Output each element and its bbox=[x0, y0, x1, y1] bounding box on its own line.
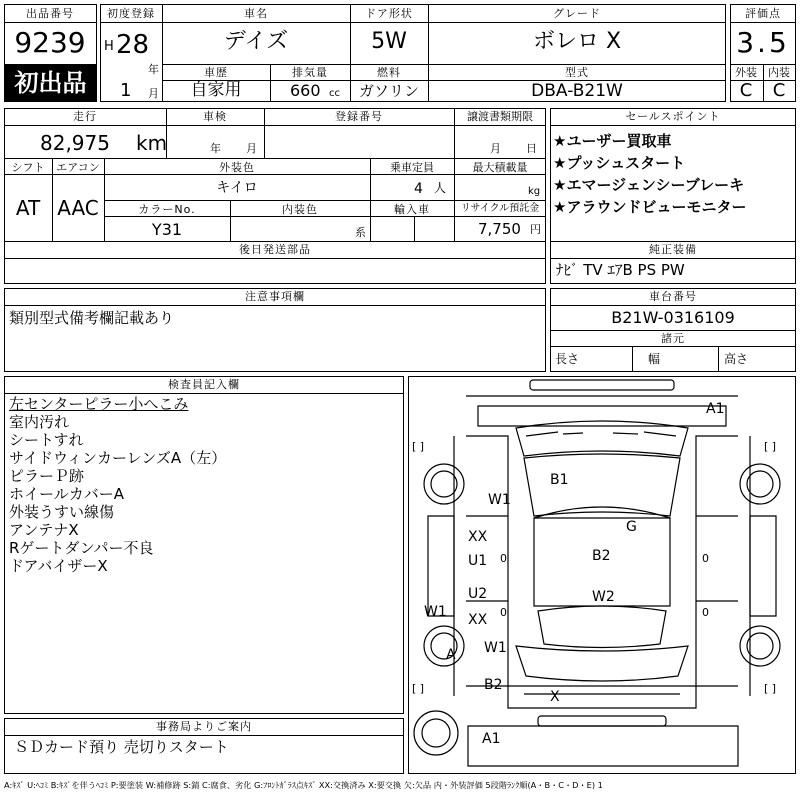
office-label: 事務局よりご案内 bbox=[156, 720, 252, 733]
caution-label: 注意事項欄 bbox=[245, 290, 305, 303]
capacity: 4 bbox=[414, 181, 423, 197]
exterior-color: キイロ bbox=[216, 180, 258, 196]
damage-mark: X bbox=[550, 689, 560, 705]
displacement-unit: cc bbox=[329, 88, 340, 99]
height-label: 高さ bbox=[724, 352, 749, 366]
capacity-unit: 人 bbox=[434, 181, 447, 195]
interior-color-unit: 系 bbox=[355, 226, 366, 239]
shift: AT bbox=[15, 196, 41, 220]
exterior-color-label: 外装色 bbox=[219, 161, 255, 174]
lot-label: 出品番号 bbox=[26, 7, 74, 20]
aircon-label: エアコン bbox=[56, 161, 100, 174]
inspector-note: Rゲートダンパー不良 bbox=[9, 539, 154, 557]
score: 3.5 bbox=[736, 26, 790, 59]
damage-mark: 0 bbox=[500, 552, 507, 565]
sales-points-label: セールスポイント bbox=[625, 110, 721, 123]
damage-mark: 0 bbox=[702, 606, 709, 619]
interior-color-label: 内装色 bbox=[282, 203, 318, 216]
damage-mark: G bbox=[626, 519, 637, 535]
history-label: 車歴 bbox=[204, 66, 228, 79]
fuel-label: 燃料 bbox=[377, 66, 401, 79]
reg-year: 28 bbox=[116, 30, 150, 60]
car-name: デイズ bbox=[223, 29, 289, 54]
fuel: ガソリン bbox=[358, 82, 420, 100]
interior-score-label: 内装 bbox=[768, 66, 790, 79]
recycle-unit: 円 bbox=[530, 223, 541, 236]
exterior-score-label: 外装 bbox=[735, 66, 757, 79]
later-parts-label: 後日発送部品 bbox=[239, 243, 311, 256]
score-label: 評価点 bbox=[745, 7, 781, 20]
equipment-label: 純正装備 bbox=[649, 243, 697, 256]
damage-mark: [ ] bbox=[412, 682, 425, 695]
damage-mark: [ ] bbox=[764, 440, 777, 453]
office-note: ＳＤカード預り 売切りスタート bbox=[14, 738, 229, 756]
sales-point-item: ★エマージェンシーブレーキ bbox=[553, 176, 745, 194]
dimensions-label: 諸元 bbox=[661, 332, 685, 345]
recycle-label: リサイクル預託金 bbox=[460, 203, 540, 214]
damage-mark: 0 bbox=[702, 552, 709, 565]
grade: ボレロ X bbox=[532, 29, 622, 54]
legend: A:ｷｽﾞ U:ﾍｺﾐ B:ｷｽﾞを伴うﾍｺﾐ P:要塗装 W:補修跡 S:錆 C:腐食、劣化 G:ﾌﾛﾝﾄｶﾞﾗｽ点ｷｽﾞ XX:交換済み X:要交換 欠:欠品 内・外装評価 5段階ﾗﾝｸ順(A・B・C・D・E) 1 bbox=[4, 780, 603, 790]
model-code-label: 型式 bbox=[565, 66, 589, 79]
reg-no-label: 登録番号 bbox=[335, 110, 383, 123]
damage-mark: W1 bbox=[484, 640, 507, 656]
inspector-note: ドアバイザーX bbox=[9, 557, 108, 575]
reg-month: 1 bbox=[120, 80, 132, 101]
max-load-unit: kg bbox=[528, 186, 541, 197]
transfer-day-unit: 日 bbox=[526, 142, 537, 155]
damage-mark: B2 bbox=[484, 677, 503, 693]
chassis-label: 車台番号 bbox=[649, 290, 697, 303]
recycle: 7,750 bbox=[478, 220, 521, 238]
damage-mark: [ ] bbox=[412, 440, 425, 453]
inspector-label: 検査員記入欄 bbox=[168, 378, 240, 391]
era: H bbox=[104, 39, 114, 54]
transfer-deadline-label: 譲渡書類期限 bbox=[467, 110, 533, 123]
color-no: Y31 bbox=[151, 220, 183, 239]
damage-mark: A1 bbox=[482, 731, 501, 747]
model-code: DBA-B21W bbox=[531, 81, 623, 101]
damage-mark: B2 bbox=[592, 548, 611, 564]
sales-point-item: ★アラウンドビューモニター bbox=[553, 198, 747, 216]
inspector-note: ピラーＰ跡 bbox=[9, 467, 85, 485]
sales-point-item: ★プッシュスタート bbox=[553, 154, 686, 172]
displacement-label: 排気量 bbox=[292, 66, 328, 79]
chassis-number: B21W-0316109 bbox=[611, 308, 735, 327]
damage-mark: XX bbox=[468, 612, 488, 628]
length-label: 長さ bbox=[555, 352, 580, 366]
transfer-month-unit: 月 bbox=[490, 142, 501, 155]
inspection-month-unit: 月 bbox=[246, 142, 257, 155]
color-no-label: カラーNo. bbox=[138, 203, 196, 216]
grade-label: グレード bbox=[553, 7, 601, 20]
year-unit: 年 bbox=[148, 63, 159, 76]
door-type-label: ドア形状 bbox=[365, 7, 413, 20]
inspector-note: 左センターピラー小へこみ bbox=[9, 395, 189, 413]
damage-mark: W2 bbox=[592, 589, 615, 605]
damage-mark: A1 bbox=[706, 401, 725, 417]
damage-mark: A bbox=[446, 647, 456, 663]
max-load-label: 最大積載量 bbox=[472, 161, 528, 174]
damage-mark: XX bbox=[468, 529, 488, 545]
car-name-label: 車名 bbox=[244, 7, 268, 20]
interior-score: C bbox=[772, 80, 786, 101]
inspector-note: サイドウィンカーレンズA（左） bbox=[9, 449, 227, 467]
damage-mark: W1 bbox=[424, 604, 447, 620]
registration-label: 初度登録 bbox=[107, 7, 155, 20]
inspector-note: アンテナX bbox=[9, 521, 79, 539]
displacement: 660 bbox=[290, 81, 321, 100]
caution: 類別型式備考欄記載あり bbox=[9, 309, 175, 327]
damage-mark: U2 bbox=[468, 586, 488, 602]
inspection-label: 車検 bbox=[203, 110, 227, 123]
inspector-note: シートすれ bbox=[9, 431, 84, 449]
month-unit: 月 bbox=[148, 87, 159, 100]
sales-point-item: ★ユーザー買取車 bbox=[553, 132, 672, 150]
door-type: 5W bbox=[371, 29, 407, 54]
damage-mark: 0 bbox=[500, 606, 507, 619]
equipment: ﾅﾋﾞ TV ｴｱB PS PW bbox=[556, 261, 685, 279]
lot-number: 9239 bbox=[14, 26, 86, 59]
mileage: 82,975 bbox=[40, 131, 110, 155]
mileage-label: 走行 bbox=[73, 110, 97, 123]
inspection-year-unit: 年 bbox=[210, 142, 221, 155]
mileage-unit: km bbox=[136, 131, 168, 155]
damage-mark: W1 bbox=[488, 492, 511, 508]
first-listing-badge: 初出品 bbox=[5, 65, 96, 101]
damage-mark: B1 bbox=[550, 472, 569, 488]
inspector-note: 室内汚れ bbox=[9, 413, 70, 431]
import-label: 輸入車 bbox=[394, 203, 430, 216]
exterior-score: C bbox=[739, 80, 753, 101]
damage-mark: U1 bbox=[468, 553, 488, 569]
history: 自家用 bbox=[190, 80, 242, 100]
car-diagram bbox=[408, 376, 796, 774]
aircon: AAC bbox=[57, 196, 99, 220]
shift-label: シフト bbox=[11, 161, 45, 174]
capacity-label: 乗車定員 bbox=[390, 161, 434, 174]
damage-mark: [ ] bbox=[764, 682, 777, 695]
inspector-note: 外装うすい線傷 bbox=[9, 503, 115, 521]
inspector-note: ホイールカバーA bbox=[9, 485, 124, 503]
width-label: 幅 bbox=[648, 352, 661, 366]
